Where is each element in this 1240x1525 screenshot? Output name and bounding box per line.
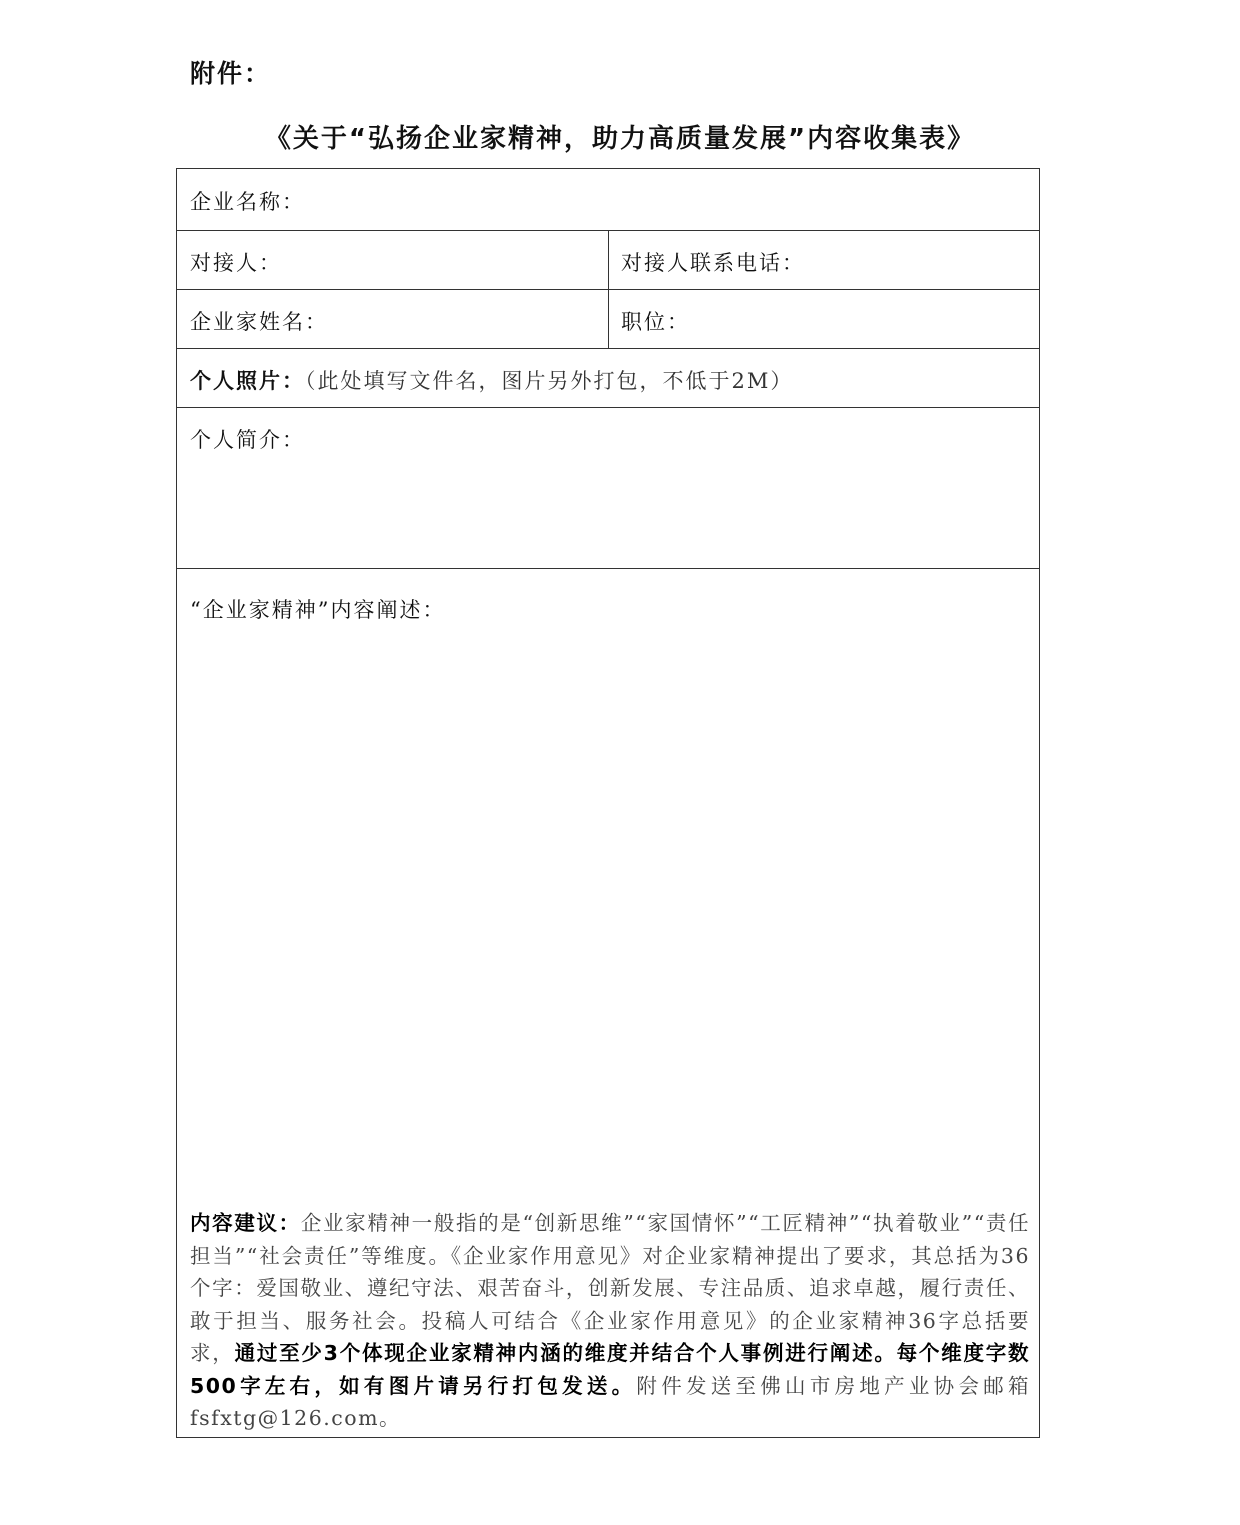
company-name-row[interactable] <box>177 169 1039 231</box>
photo-label: 个人照片： <box>190 369 305 393</box>
spirit-label: “企业家精神”内容阐述： <box>190 598 446 622</box>
note-part2: 附件发送至佛山市房地产业协会邮箱fsfxtg@126.com。 <box>190 1373 1031 1430</box>
entrepreneur-row <box>177 290 1039 349</box>
contact-phone-cell[interactable] <box>608 231 1039 289</box>
contact-phone-label: 对接人联系电话： <box>621 251 805 275</box>
entrepreneur-name-label: 企业家姓名： <box>190 310 328 334</box>
position-label: 职位： <box>621 310 690 334</box>
collection-form-table <box>176 168 1040 1438</box>
position-cell[interactable] <box>608 290 1039 348</box>
photo-field <box>190 365 793 395</box>
contact-person-cell[interactable] <box>177 231 608 289</box>
entrepreneur-name-cell[interactable] <box>177 290 608 348</box>
bio-label: 个人简介： <box>190 428 305 452</box>
spirit-row[interactable] <box>177 569 1039 1437</box>
attachment-label: 附件： <box>190 59 272 88</box>
bio-row[interactable] <box>177 408 1039 569</box>
company-name-label: 企业名称： <box>190 190 305 214</box>
content-suggestion-note <box>190 1207 1030 1435</box>
form-title: 《关于“弘扬企业家精神，助力高质量发展”内容收集表》 <box>264 124 976 154</box>
note-lead: 内容建议： <box>190 1211 301 1235</box>
note-part1: 企业家精神一般指的是“创新思维”“家国情怀”“工匠精神”“执着敬业”“责任担当”“社会责任”等维度。《企业家作用意见》对企业家精神提出了要求，其总括为36个字：爱国敬业、遵纪守法、艰苦奋斗，创新发展、专注品质、追求卓越，履行责任、敢于担当、服务社会。投稿人可结合《企业家作用意见》的企业家精神36字总括要求， <box>190 1211 1031 1365</box>
contact-row <box>177 231 1039 290</box>
photo-row[interactable] <box>177 349 1039 408</box>
note-emphasis: 通过至少3个体现企业家精神内涵的维度并结合个人事例进行阐述。每个维度字数500字左右，如有图片请另行打包发送。 <box>190 1341 1031 1398</box>
photo-hint: （此处填写文件名，图片另外打包，不低于2M） <box>305 369 794 393</box>
contact-person-label: 对接人： <box>190 251 282 275</box>
